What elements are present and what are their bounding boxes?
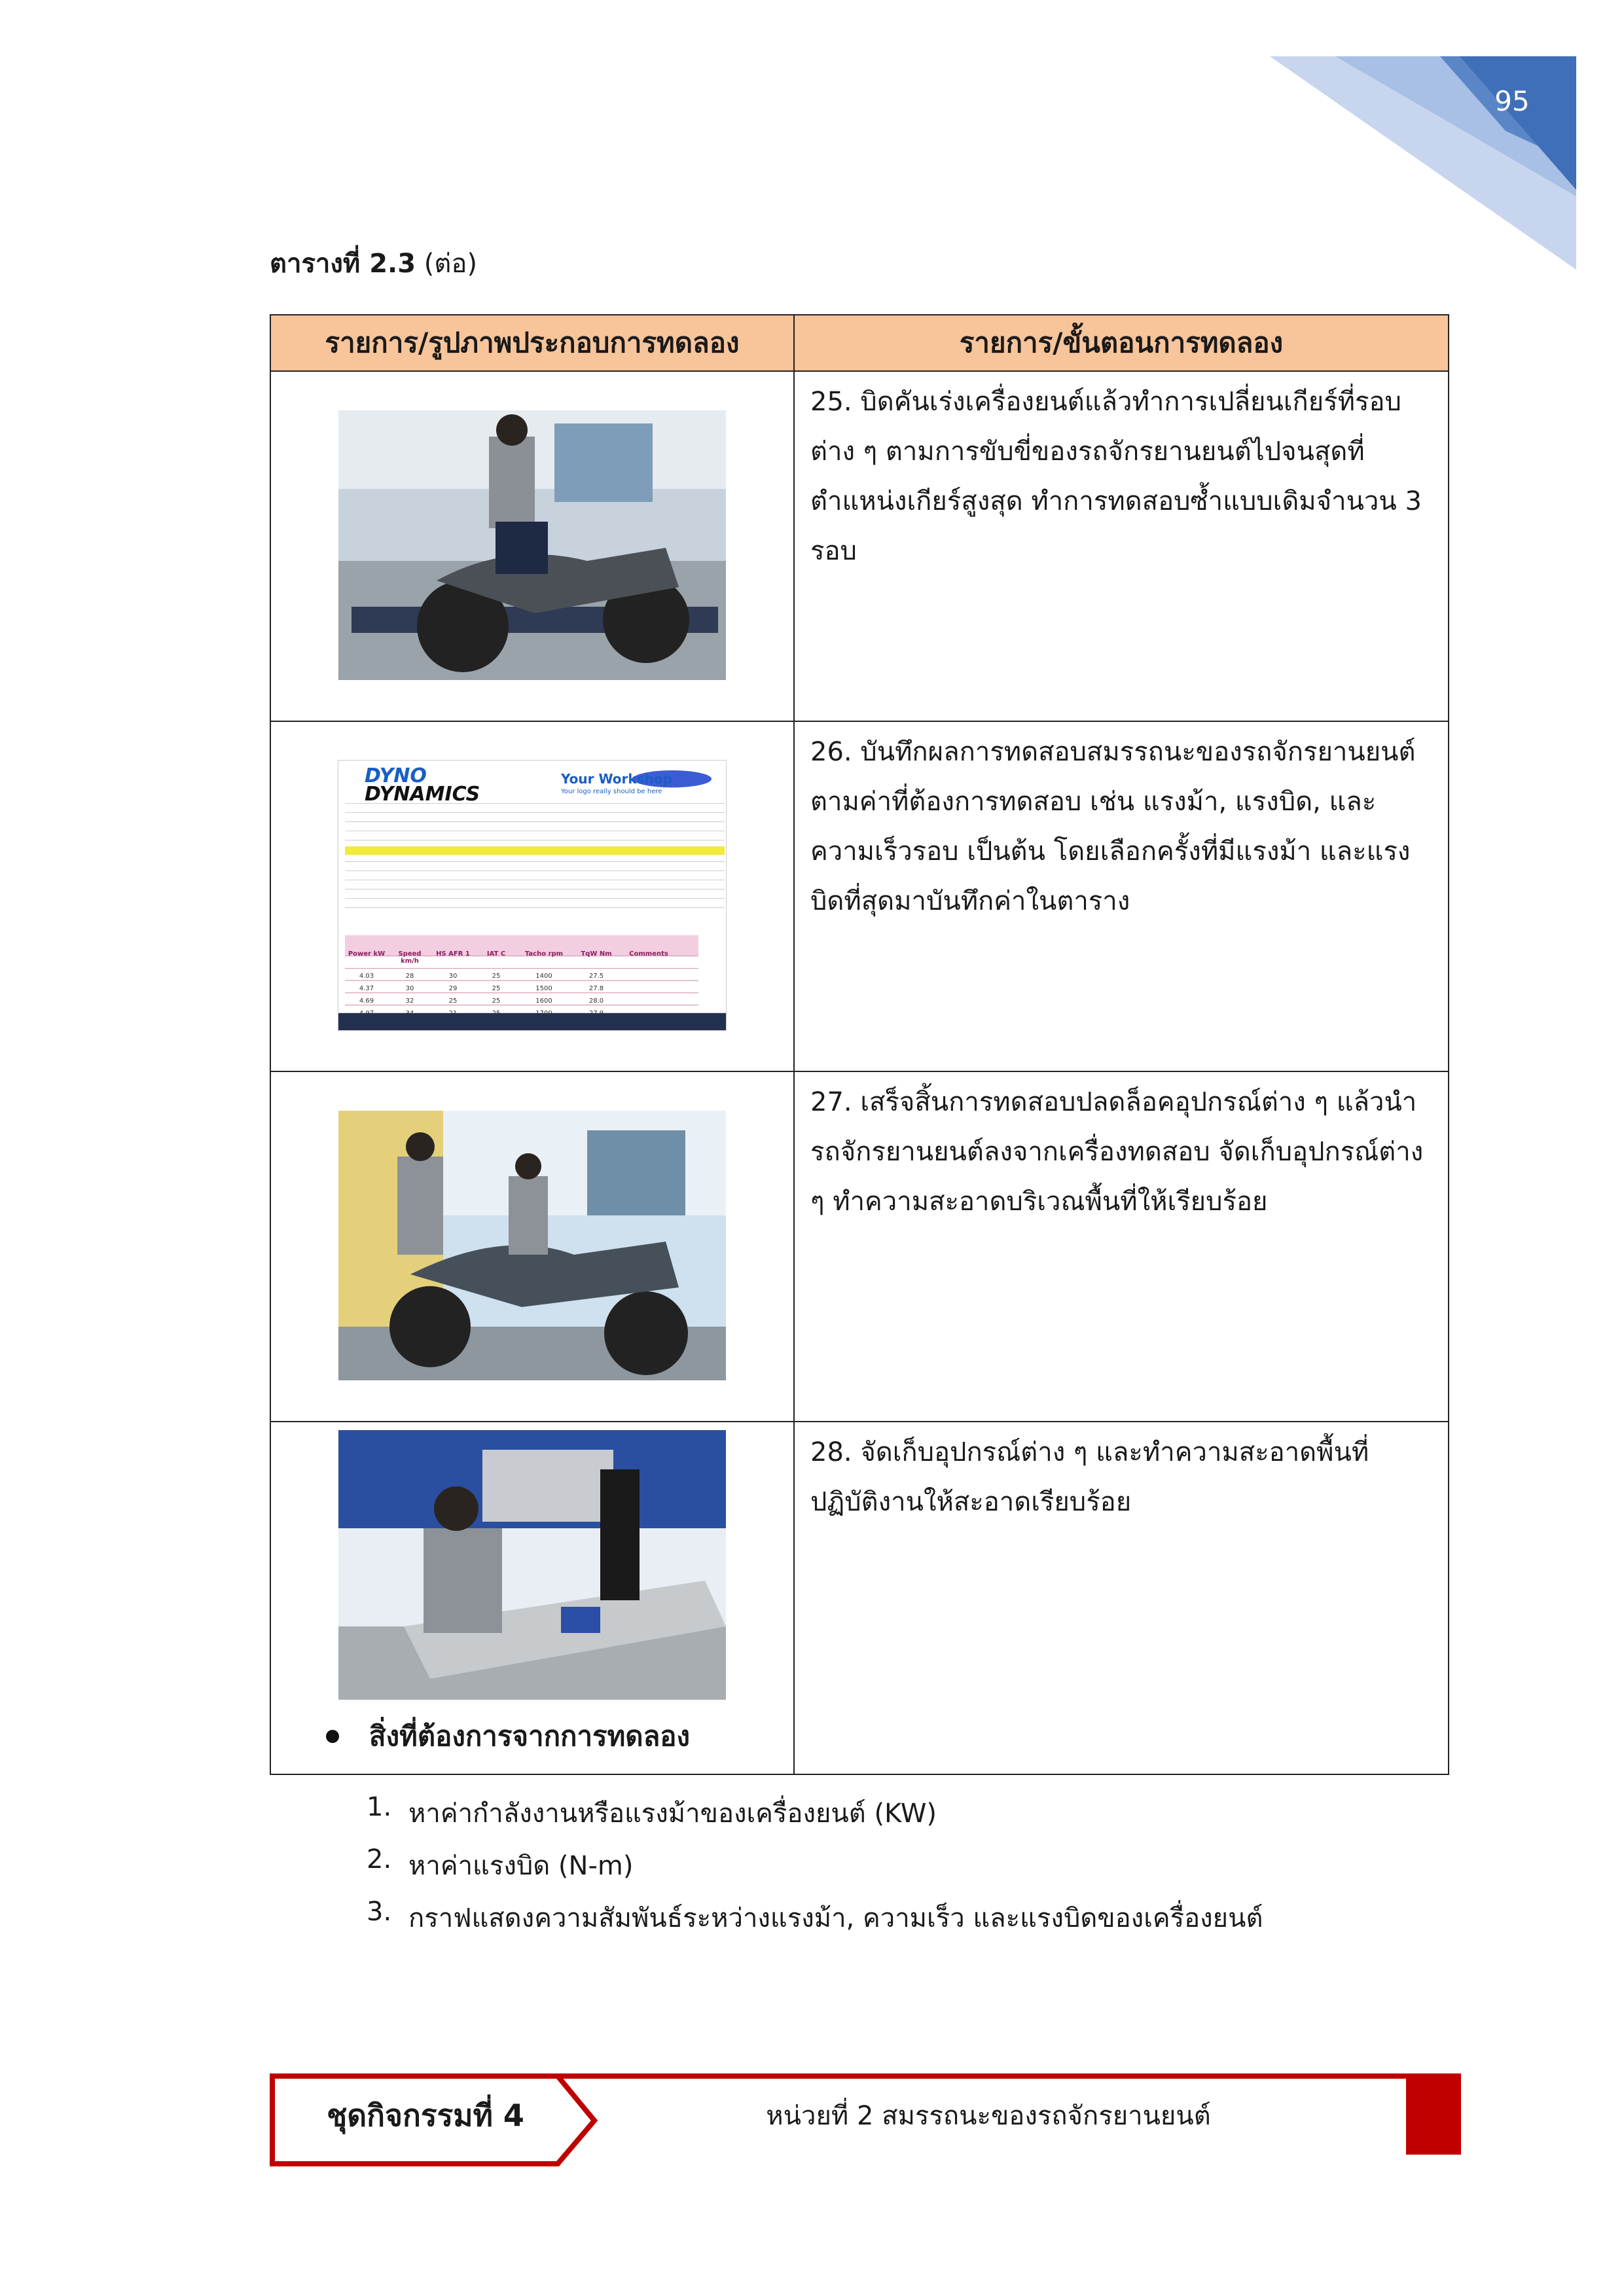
student-cleaning-dynamometer-photo	[338, 1430, 726, 1700]
results-grid	[345, 950, 698, 1017]
list-item-number: 1.	[367, 1792, 392, 1822]
results-row	[345, 985, 698, 992]
step-text: 25. บิดคันเร่งเครื่องยนต์แล้วทำการเปลี่ยนเกียร์ที่รอบต่าง ๆ ตามการขับขี่ของรถจักรยานยนต์ไปจนสุดที่ตำแหน่งเกียร์สูงสุด ทำการทดสอบซ้ำแบบเดิมจำนวน 3 รอบ	[794, 371, 1449, 721]
list-item-text: กราฟแสดงความสัมพันธ์ระหว่างแรงม้า, ความเร็ว และแรงบิดของเครื่องยนต์	[408, 1903, 1263, 1933]
results-cell: 27.8	[588, 984, 604, 992]
results-col: Tacho rpm	[524, 950, 564, 958]
header-steps: รายการ/ขั้นตอนการทดลอง	[794, 315, 1449, 371]
results-cell: 28.0	[588, 997, 604, 1005]
list-item	[367, 1792, 1263, 1844]
results-cell: 4.97	[359, 1009, 374, 1017]
results-row	[345, 973, 698, 980]
results-cell: 27.5	[588, 972, 604, 980]
procedure-table	[270, 314, 1449, 1775]
results-cell: 27.9	[588, 1009, 604, 1017]
list-item	[367, 1897, 1263, 1949]
table-caption	[270, 242, 477, 284]
results-row	[345, 997, 698, 1005]
table-caption-suffix: (ต่อ)	[424, 249, 478, 279]
results-cell: 25	[492, 1009, 501, 1017]
header-images: รายการ/รูปภาพประกอบการทดลอง	[270, 315, 794, 371]
requirements-list	[367, 1792, 1263, 1949]
list-item-text: หาค่ากำลังงานหรือแรงม้าของเครื่องยนต์ (KW)	[408, 1799, 937, 1829]
results-col: TqW Nm	[581, 950, 612, 958]
workshop-title: Your Workshop	[561, 770, 672, 787]
dyno-logo	[365, 764, 480, 806]
footer-unit-title: หน่วยที่ 2 สมรรถนะของรถจักรยานยนต์	[766, 2101, 1211, 2131]
footer-red-block	[1406, 2073, 1461, 2155]
list-item-number: 2.	[367, 1844, 392, 1874]
motorcycle-on-dynamometer-photo	[338, 410, 726, 680]
results-cell: 21	[448, 1009, 458, 1017]
corner-decoration	[0, 0, 1624, 275]
list-item-number: 3.	[367, 1897, 392, 1927]
results-cell: 1700	[535, 1009, 552, 1017]
image-cell	[270, 371, 794, 721]
results-cell: 1600	[535, 997, 552, 1005]
requirements-heading	[326, 1715, 690, 1758]
results-cell: 1500	[535, 984, 552, 992]
results-cell: 1400	[535, 972, 552, 980]
bullet-icon	[326, 1730, 339, 1743]
results-cell: 4.03	[359, 972, 374, 980]
results-cell: 28	[405, 972, 414, 980]
results-col: HS AFR 1	[436, 950, 470, 958]
results-cell: 4.37	[359, 984, 374, 992]
image-cell	[270, 721, 794, 1071]
dynamometer-results-screenshot	[338, 760, 727, 1031]
results-cell: 25	[492, 984, 501, 992]
results-col: IAT C	[486, 950, 506, 958]
results-cell: 34	[405, 1009, 414, 1017]
results-cell: 29	[448, 984, 458, 992]
dyno-logo-line2: DYNAMICS	[365, 782, 480, 806]
list-item	[367, 1844, 1263, 1897]
page-number: 95	[1494, 85, 1530, 117]
results-cell: 30	[448, 972, 458, 980]
list-item-text: หาค่าแรงบิด (N-m)	[408, 1851, 634, 1881]
results-header	[345, 950, 698, 965]
step-text: 28. จัดเก็บอุปกรณ์ต่าง ๆ และทำความสะอาดพื้นที่ปฏิบัติงานให้สะอาดเรียบร้อย	[794, 1422, 1449, 1774]
results-cell: 25	[492, 997, 501, 1005]
students-removing-motorcycle-photo	[338, 1111, 726, 1380]
step-text: 27. เสร็จสิ้นการทดสอบปลดล็อคอุปกรณ์ต่าง ๆ แล้วนำรถจักรยานยนต์ลงจากเครื่องทดสอบ จัดเก็บอุปกรณ์ต่าง ๆ ทำความสะอาดบริเวณพื้นที่ให้เรียบร้อย	[794, 1071, 1449, 1422]
requirements-heading-text: สิ่งที่ต้องการจากการทดลอง	[369, 1720, 691, 1752]
results-col: Speed km/h	[398, 950, 422, 965]
image-cell	[270, 1071, 794, 1422]
table-row	[270, 1071, 1449, 1422]
table-row	[270, 371, 1449, 721]
results-cell: 4.69	[359, 997, 374, 1005]
results-cell: 25	[492, 972, 501, 980]
table-caption-label: ตารางที่ 2.3	[270, 249, 416, 279]
results-cell: 30	[405, 984, 414, 992]
results-cell: 32	[405, 997, 414, 1005]
results-col: Comments	[629, 950, 668, 958]
workshop-subtitle: Your logo really should be here	[561, 787, 662, 795]
step-text: 26. บันทึกผลการทดสอบสมรรถนะของรถจักรยานยนต์ตามค่าที่ต้องการทดสอบ เช่น แรงม้า, แรงบิด, และความเร็วรอบ เป็นต้น โดยเลือกครั้งที่มีแรงม้า และแรงบิดที่สุดมาบันทึกค่าในตาราง	[794, 721, 1449, 1071]
results-col: Power kW	[348, 950, 386, 958]
results-cell: 25	[448, 997, 458, 1005]
results-row	[345, 1010, 698, 1017]
table-row	[270, 721, 1449, 1071]
table-header-row	[270, 315, 1449, 371]
dyno-logo-line1: DYNO	[365, 764, 427, 787]
footer-activity-label: ชุดกิจกรรมที่ 4	[327, 2098, 524, 2133]
